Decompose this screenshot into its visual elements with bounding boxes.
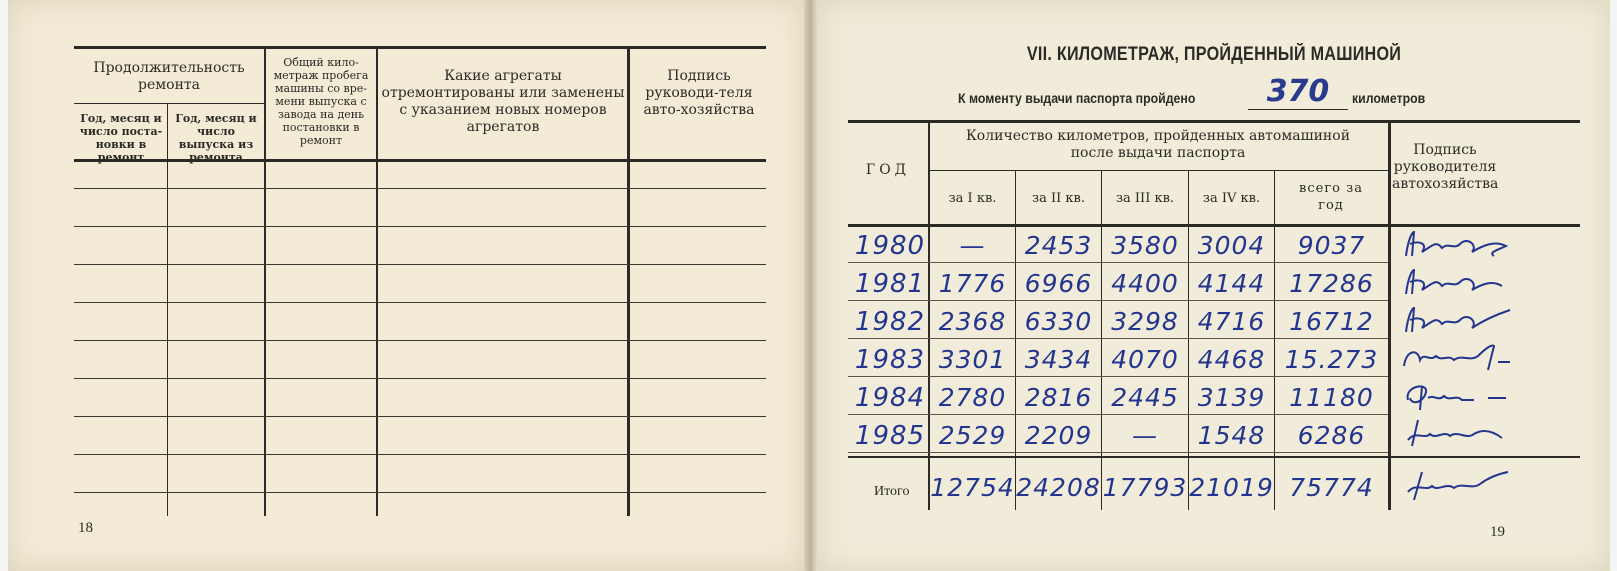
total-q1: 12754 <box>930 473 1015 502</box>
signature <box>1398 416 1516 452</box>
signature <box>1398 226 1516 262</box>
cell-total: 6286 <box>1297 421 1366 450</box>
cell-q3: 4070 <box>1111 345 1179 374</box>
duration-split-rule <box>74 103 264 104</box>
header-signature: Подпись руководи-теля авто-хозяйства <box>643 68 755 118</box>
cell-q3: 3580 <box>1111 231 1179 260</box>
row-line <box>74 492 766 493</box>
cell-q1: 1776 <box>938 269 1007 298</box>
signature-scribble-icon <box>1398 264 1516 300</box>
totals-rule <box>848 456 1580 458</box>
signature <box>1398 378 1516 414</box>
header-end-date: Год, месяц и число выпуска из ремонта <box>175 112 257 164</box>
repair-table <box>74 46 766 516</box>
row-line <box>74 416 766 417</box>
signature <box>1398 302 1516 338</box>
table-top-rule <box>74 46 766 49</box>
cell-q1: 2529 <box>938 421 1007 450</box>
header-total-km: Общий кило-метраж пробега машины со вре-мени выпуска с завода на день постановки в ремонт <box>273 56 369 147</box>
header-q4: за IV кв. <box>1202 191 1261 206</box>
cell-q2: 2816 <box>1024 383 1093 412</box>
cell-q4: 4144 <box>1197 269 1266 298</box>
row-line <box>74 454 766 455</box>
cell-q2: 6966 <box>1024 269 1093 298</box>
header-q1: за I кв. <box>948 191 997 206</box>
left-page <box>8 0 804 571</box>
cell-q4: 1548 <box>1197 421 1266 450</box>
right-page <box>818 0 1610 571</box>
header-duration: Продолжительность ремонта <box>93 60 245 93</box>
col-divider <box>1101 170 1102 510</box>
cell-year: 1981 <box>854 269 926 299</box>
cell-q2: 2453 <box>1024 231 1093 260</box>
issued-blank <box>1248 109 1348 110</box>
table-top-rule <box>848 120 1580 123</box>
signature <box>1398 340 1516 376</box>
row-line <box>74 264 766 265</box>
col-divider <box>1388 120 1391 510</box>
row-line <box>74 378 766 379</box>
page-number: 18 <box>78 520 93 536</box>
issued-unit-label: километров <box>1352 90 1426 106</box>
col-divider <box>1015 170 1016 510</box>
header-signature: Подпись руководителя автохозяйства <box>1392 142 1499 192</box>
signature-scribble-icon <box>1398 468 1516 504</box>
row-line <box>74 302 766 303</box>
cell-q3: — <box>1132 421 1158 450</box>
cell-year: 1980 <box>854 231 926 261</box>
cell-q3: 3298 <box>1111 307 1179 336</box>
cell-q1: 2780 <box>938 383 1007 412</box>
header-q2: за II кв. <box>1032 191 1085 206</box>
signature-scribble-icon <box>1398 226 1516 262</box>
signature-scribble-icon <box>1398 340 1516 376</box>
page-number: 19 <box>1490 524 1505 540</box>
cell-year: 1985 <box>854 421 926 451</box>
book-gutter <box>804 0 818 571</box>
cell-total: 16712 <box>1289 307 1374 336</box>
header-km-group: Количество километров, пройденных автомашиной после выдачи паспорта <box>965 128 1351 161</box>
row-line <box>74 340 766 341</box>
cell-total: 15.273 <box>1284 345 1379 374</box>
row-line <box>74 188 766 189</box>
cell-year: 1984 <box>854 383 926 413</box>
cell-q4: 4716 <box>1197 307 1266 336</box>
signature-scribble-icon <box>1398 378 1516 414</box>
header-start-date: Год, месяц и число поста-новки в ремонт <box>79 112 163 164</box>
totals-label: Итого <box>874 484 910 499</box>
group-split-rule <box>930 170 1388 171</box>
issued-value: 370 <box>1266 74 1330 109</box>
cell-q4: 3139 <box>1197 383 1266 412</box>
cell-total: 17286 <box>1289 269 1374 298</box>
signature <box>1398 264 1516 300</box>
signature-scribble-icon <box>1398 302 1516 338</box>
col-divider <box>1188 170 1189 510</box>
cell-total: 11180 <box>1289 383 1374 412</box>
col-divider <box>1274 170 1275 510</box>
signature <box>1398 468 1516 504</box>
header-year-total: всего за год <box>1299 181 1363 213</box>
cell-q3: 4400 <box>1111 269 1179 298</box>
cell-q1: 2368 <box>938 307 1007 336</box>
cell-q4: 3004 <box>1197 231 1266 260</box>
cell-q2: 6330 <box>1024 307 1093 336</box>
header-replaced-units: Какие агрегаты отремонтированы или заменены с указанием новых номеров агрегатов <box>381 68 625 135</box>
header-year: ГОД <box>865 162 911 178</box>
total-q4: 21019 <box>1189 473 1274 502</box>
cell-q2: 2209 <box>1024 421 1093 450</box>
mileage-table <box>818 120 1610 530</box>
cell-total: 9037 <box>1297 231 1366 260</box>
total-q2: 24208 <box>1016 473 1101 502</box>
cell-year: 1983 <box>854 345 926 375</box>
issued-mileage-line <box>818 74 1610 112</box>
col-divider <box>627 46 630 516</box>
cell-year: 1982 <box>854 307 926 337</box>
total-q3: 17793 <box>1102 473 1188 502</box>
header-q3: за III кв. <box>1115 191 1175 206</box>
cell-q3: 2445 <box>1111 383 1179 412</box>
cell-q1: — <box>959 231 986 260</box>
col-divider <box>264 46 266 516</box>
col-divider <box>376 46 378 516</box>
total-year: 75774 <box>1289 473 1374 502</box>
row-line <box>74 226 766 227</box>
section-title: VII. КИЛОМЕТРАЖ, ПРОЙДЕННЫЙ МАШИНОЙ <box>1026 44 1402 65</box>
cell-q4: 4468 <box>1197 345 1266 374</box>
cell-q2: 3434 <box>1024 345 1093 374</box>
issued-label: К моменту выдачи паспорта пройдено <box>958 90 1196 106</box>
cell-q1: 3301 <box>938 345 1007 374</box>
signature-scribble-icon <box>1398 416 1516 452</box>
